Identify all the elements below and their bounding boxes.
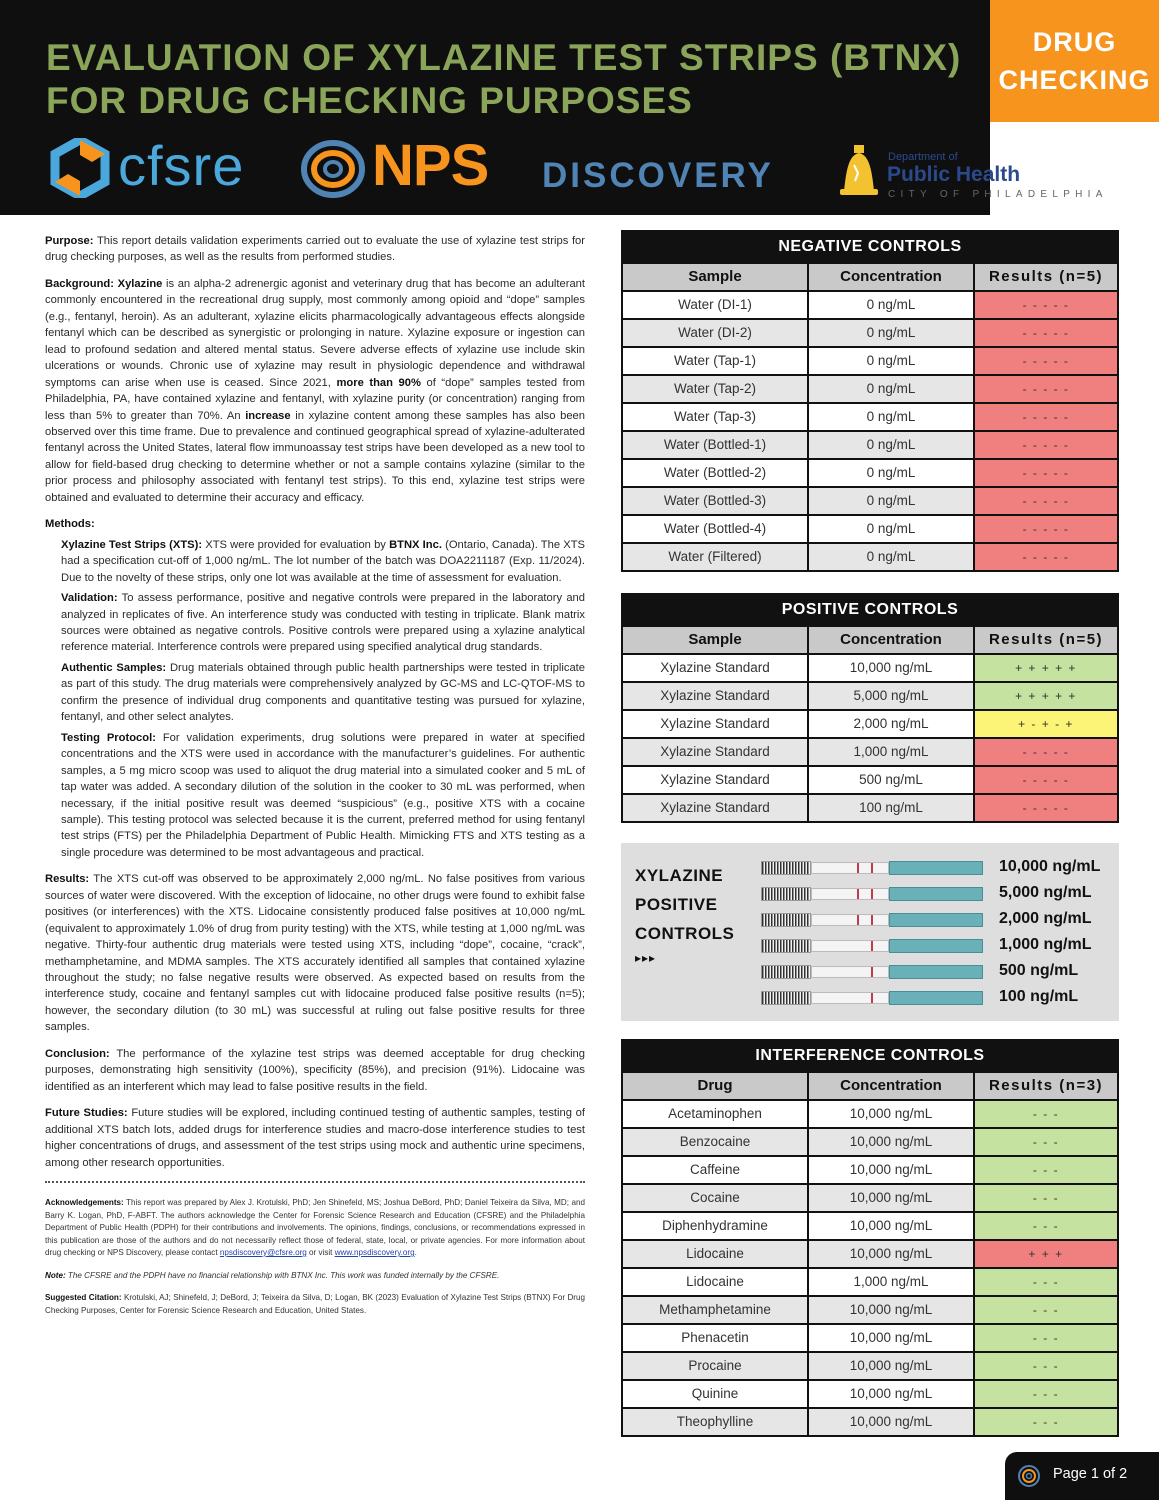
conclusion-paragraph bbox=[45, 1046, 585, 1095]
future-paragraph bbox=[45, 1105, 585, 1171]
cell-sample: Quinine bbox=[623, 1381, 809, 1407]
ph-public-health-label: Public Health bbox=[887, 163, 1021, 186]
cell-concentration: 10,000 ng/mL bbox=[809, 1129, 975, 1155]
table-row bbox=[623, 318, 1117, 346]
cell-sample: Water (Tap-2) bbox=[623, 376, 809, 402]
cell-result: + - + - + bbox=[975, 711, 1117, 737]
citation-paragraph bbox=[45, 1292, 585, 1317]
cell-result: - - - - - bbox=[975, 404, 1117, 430]
test-strip bbox=[761, 913, 983, 927]
cell-sample: Xylazine Standard bbox=[623, 711, 809, 737]
test-strip bbox=[761, 991, 983, 1005]
cell-sample: Water (Tap-1) bbox=[623, 348, 809, 374]
cell-sample: Xylazine Standard bbox=[623, 795, 809, 821]
table-row bbox=[623, 765, 1117, 793]
cell-result: - - - - - bbox=[975, 767, 1117, 793]
positive-controls-title: POSITIVE CONTROLS bbox=[781, 601, 959, 618]
liberty-bell-icon bbox=[834, 143, 884, 201]
results-text: The XTS cut-off was observed to be approximately 2,000 ng/mL. No false positives from various sources of water were discovered. With the exception of lidocaine, no other drugs were found to exhibit false positives (or interferences) with the XTS. Lidocaine consistently produced false positives at 10,000 ng/mL (equivalent to approximately 1.0% of drug from purity testing) with the XTS, while testing at 1,000 ng/mL was negative. Thirty-four authentic drug materials were tested using XTS, including “dope”, cocaine, “crack”, methamphetamine, and MDMA samples. The XTS accurately identified all samples that contained xylazine throughout the study; no false negative results were observed. As expected based on results from the interference study, cocaine and fentanyl samples cut with lidocaine produced false positive results (n=5); however, the secondary dilution (to 30 mL) was successful at ruling out false positive results for three samples. bbox=[45, 873, 585, 1034]
cell-sample: Benzocaine bbox=[623, 1129, 809, 1155]
cell-sample: Water (Bottled-3) bbox=[623, 488, 809, 514]
protocol-paragraph bbox=[45, 730, 585, 862]
cell-result: - - - - - bbox=[975, 795, 1117, 821]
cfsre-logo-text: cfsre bbox=[118, 134, 245, 197]
table-row bbox=[623, 1295, 1117, 1323]
results-label: Results: bbox=[45, 873, 90, 886]
interference-controls-title: INTERFERENCE CONTROLS bbox=[755, 1047, 985, 1064]
cell-concentration: 10,000 ng/mL bbox=[809, 1185, 975, 1211]
cell-result: + + + + + bbox=[975, 655, 1117, 681]
citation-text: Krotulski, AJ; Shinefeld, J; DeBord, J; Teixeira da Silva, D; Logan, BK (2023) Evaluation of Xylazine Test Strips (BTNX) For Drug Checking Purposes, Center for Forensic Science Research and Education, United States. bbox=[45, 1293, 585, 1315]
cell-result: - - - bbox=[975, 1381, 1117, 1407]
header-sample: Sample bbox=[623, 627, 809, 653]
background-bold-2: more than 90% bbox=[336, 376, 421, 389]
xts-text-1: XTS were provided for evaluation by bbox=[202, 538, 390, 551]
validation-text: To assess performance, positive and negative controls were prepared in the laboratory and analyzed in replicates of five. An interference study was conducted with testing in triplicate. Blank matrix sources were obtained as negative controls. Positive controls were prepared using a xylazine analytical reference material. Interference controls were prepared using specified analytical drug standards. bbox=[61, 592, 585, 654]
table-row bbox=[623, 458, 1117, 486]
cell-concentration: 5,000 ng/mL bbox=[809, 683, 975, 709]
table-row bbox=[623, 346, 1117, 374]
cell-result: - - - bbox=[975, 1353, 1117, 1379]
xts-paragraph bbox=[45, 537, 585, 586]
table-header-row bbox=[623, 625, 1117, 653]
purpose-paragraph bbox=[45, 233, 585, 266]
cell-concentration: 10,000 ng/mL bbox=[809, 1213, 975, 1239]
cell-concentration: 1,000 ng/mL bbox=[809, 739, 975, 765]
table-row bbox=[623, 1239, 1117, 1267]
table-row bbox=[623, 374, 1117, 402]
table-row bbox=[623, 1267, 1117, 1295]
negative-controls-table bbox=[621, 230, 1119, 572]
test-strip-photo bbox=[621, 843, 1119, 1021]
cell-concentration: 2,000 ng/mL bbox=[809, 711, 975, 737]
drug-checking-badge bbox=[990, 0, 1159, 122]
strip-concentration-label: 5,000 ng/mL bbox=[999, 884, 1092, 901]
cell-result: + + + + + bbox=[975, 683, 1117, 709]
cell-sample: Procaine bbox=[623, 1353, 809, 1379]
table-row bbox=[623, 402, 1117, 430]
protocol-text: For validation experiments, drug solutions were prepared in water at specified concentrations and the XTS were used in accordance with the manufacturer’s guidelines. For authentic samples, a 5 mg micro scoop was used to aliquot the drug material into a simulated cooker and 5 mL of tap water was added. A secondary dilution of the solution in the cooker to 30 mL was performed, when necessary, if the initial positive result was deemed “suspicious” (e.g., positive XTS with a cocaine sample). This testing protocol was selected because it is the current, preferred method for using fentanyl test strips (FTS) per the Philadelphia Department of Public Health. Mimicking FTS and XTS testing as a single procedure was determined to be most advantageous and practical. bbox=[61, 731, 586, 859]
purpose-text: This report details validation experiments carried out to evaluate the use of xylazine test strips for drug checking purposes, as well as the results from performed studies. bbox=[45, 235, 585, 264]
cell-result: + + + bbox=[975, 1241, 1117, 1267]
table-row bbox=[623, 653, 1117, 681]
cell-sample: Water (Bottled-1) bbox=[623, 432, 809, 458]
validation-label: Validation: bbox=[61, 592, 118, 605]
cell-sample: Water (Filtered) bbox=[623, 544, 809, 570]
acknowledgements-paragraph bbox=[45, 1197, 585, 1260]
cell-result: - - - bbox=[975, 1101, 1117, 1127]
cell-concentration: 10,000 ng/mL bbox=[809, 1381, 975, 1407]
header-results: Results (n=3) bbox=[975, 1073, 1117, 1099]
cell-concentration: 1,000 ng/mL bbox=[809, 1269, 975, 1295]
strip-concentration-label: 500 ng/mL bbox=[999, 962, 1079, 979]
authentic-text: Drug materials obtained through public health partnerships were tested in triplicate as part of this study. The drug materials were comprehensively analyzed by GC-MS and LC-QTOF-MS to confirm the presence of individual drug components and quantitative testing was pursued for xylazine, fentanyl, and other select analytes. bbox=[61, 661, 586, 724]
header-sample: Sample bbox=[623, 264, 809, 290]
background-text-4: in xylazine content among these samples has also been observed over this time frame. Due to prevalence and continued geographical spread of xylazine-adulterated fentanyl across the United States, lateral flow immunoassay test strips have been developed as a new tool to allow for field-based drug checking to determine whether or not a sample contains xylazine (similar to the prior process and philosophy associated with fentanyl test strips). To this end, xylazine test strips were obtained and evaluated to determine their accuracy and efficacy. bbox=[45, 409, 586, 504]
table-row bbox=[623, 290, 1117, 318]
cell-sample: Xylazine Standard bbox=[623, 739, 809, 765]
ph-city-label: CITY OF PHILADELPHIA bbox=[888, 189, 1108, 200]
background-paragraph bbox=[45, 276, 585, 506]
photo-label-line1: XYLAZINE bbox=[635, 866, 724, 885]
table-row bbox=[623, 430, 1117, 458]
future-label: Future Studies: bbox=[45, 1107, 128, 1120]
cell-concentration: 10,000 ng/mL bbox=[809, 1101, 975, 1127]
badge-line2: CHECKING bbox=[998, 65, 1151, 95]
background-text-3: of “dope” samples tested from Philadelphia, PA, have contained xylazine and fentanyl, with xylazine purity (or concentration) ranging from less than 5% to greater than 70%. An bbox=[45, 376, 585, 422]
nps-swirl-icon bbox=[1017, 1464, 1041, 1488]
dotted-divider bbox=[45, 1181, 585, 1183]
purpose-label: Purpose: bbox=[45, 235, 94, 247]
table-row bbox=[623, 1211, 1117, 1239]
note-paragraph bbox=[45, 1270, 585, 1283]
table-row bbox=[623, 1407, 1117, 1435]
strip-concentration-label: 10,000 ng/mL bbox=[999, 858, 1101, 875]
cell-result: - - - bbox=[975, 1213, 1117, 1239]
results-paragraph bbox=[45, 871, 585, 1036]
cell-concentration: 0 ng/mL bbox=[809, 376, 975, 402]
header-results: Results (n=5) bbox=[975, 627, 1117, 653]
ph-department-label: Department of bbox=[888, 151, 958, 163]
cell-result: - - - bbox=[975, 1269, 1117, 1295]
test-strip bbox=[761, 965, 983, 979]
ack-email-link[interactable]: npsdiscovery@cfsre.org bbox=[219, 1248, 307, 1258]
cell-sample: Xylazine Standard bbox=[623, 683, 809, 709]
xts-text-2: (Ontario, Canada). The XTS had a specification cut-off of 1,000 ng/mL. The lot number of the batch was DOA2211187 (Exp. 11/2024). Due to the novelty of these strips, only one lot was available at the time of assessment for evaluation. bbox=[61, 538, 586, 584]
cell-sample: Lidocaine bbox=[623, 1269, 809, 1295]
cell-concentration: 10,000 ng/mL bbox=[809, 1325, 975, 1351]
ack-label: Acknowledgements: bbox=[45, 1198, 124, 1208]
ack-end-text: . bbox=[414, 1248, 417, 1258]
cell-sample: Caffeine bbox=[623, 1157, 809, 1183]
cell-sample: Acetaminophen bbox=[623, 1101, 809, 1127]
table-row bbox=[623, 681, 1117, 709]
cell-result: - - - bbox=[975, 1157, 1117, 1183]
cell-sample: Water (Bottled-2) bbox=[623, 460, 809, 486]
table-row bbox=[623, 1379, 1117, 1407]
cell-concentration: 0 ng/mL bbox=[809, 460, 975, 486]
cell-concentration: 0 ng/mL bbox=[809, 404, 975, 430]
strip-concentration-label: 2,000 ng/mL bbox=[999, 910, 1092, 927]
table-row bbox=[623, 1155, 1117, 1183]
cell-concentration: 10,000 ng/mL bbox=[809, 1157, 975, 1183]
table-row bbox=[623, 1099, 1117, 1127]
cell-sample: Cocaine bbox=[623, 1185, 809, 1211]
protocol-label: Testing Protocol: bbox=[61, 731, 156, 744]
conclusion-label: Conclusion: bbox=[45, 1047, 110, 1060]
cell-sample: Water (DI-1) bbox=[623, 292, 809, 318]
test-strip bbox=[761, 939, 983, 953]
cell-result: - - - - - bbox=[975, 432, 1117, 458]
cell-sample: Water (DI-2) bbox=[623, 320, 809, 346]
arrow-icon: ▸▸▸ bbox=[635, 951, 657, 965]
cell-result: - - - bbox=[975, 1409, 1117, 1435]
cell-result: - - - - - bbox=[975, 460, 1117, 486]
table-row bbox=[623, 737, 1117, 765]
photo-label bbox=[635, 861, 734, 948]
cell-sample: Xylazine Standard bbox=[623, 655, 809, 681]
page-number: Page 1 of 2 bbox=[1053, 1466, 1128, 1482]
cell-concentration: 10,000 ng/mL bbox=[809, 655, 975, 681]
table-header-row bbox=[623, 1071, 1117, 1099]
conclusion-text: The performance of the xylazine test strips was deemed acceptable for drug checking purposes, demonstrating high sensitivity (100%), specificity (85%), and precision (91%). Lidocaine was identified as an interferent which may lead to false positive results in the field. bbox=[45, 1047, 585, 1093]
badge-line1: DRUG bbox=[1032, 27, 1117, 57]
cell-result: - - - bbox=[975, 1185, 1117, 1211]
cell-concentration: 0 ng/mL bbox=[809, 516, 975, 542]
cell-result: - - - - - bbox=[975, 376, 1117, 402]
cell-result: - - - - - bbox=[975, 488, 1117, 514]
validation-paragraph bbox=[45, 590, 585, 656]
photo-label-line3: CONTROLS bbox=[635, 924, 735, 943]
future-text: Future studies will be explored, including continued testing of authentic samples, testing of additional XTS batch lots, added drugs for interference studies and macro-dose interference studies to test higher concentrations of drugs, and assessment of the test strips using mock and authentic urine specimens, among other research opportunities. bbox=[45, 1107, 585, 1169]
table-row bbox=[623, 709, 1117, 737]
cell-concentration: 0 ng/mL bbox=[809, 292, 975, 318]
table-row bbox=[623, 793, 1117, 821]
table-row bbox=[623, 1183, 1117, 1211]
note-text: The CFSRE and the PDPH have no financial relationship with BTNX Inc. This work was funded internally by the CFSRE. bbox=[65, 1270, 500, 1280]
table-header-row bbox=[623, 262, 1117, 290]
cell-sample: Diphenhydramine bbox=[623, 1213, 809, 1239]
title-line2: FOR DRUG CHECKING PURPOSES bbox=[46, 80, 693, 121]
strip-concentration-label: 100 ng/mL bbox=[999, 988, 1079, 1005]
cell-concentration: 0 ng/mL bbox=[809, 544, 975, 570]
positive-controls-table bbox=[621, 593, 1119, 823]
cell-sample: Methamphetamine bbox=[623, 1297, 809, 1323]
cell-sample: Xylazine Standard bbox=[623, 767, 809, 793]
header-concentration: Concentration bbox=[809, 1073, 975, 1099]
cell-concentration: 10,000 ng/mL bbox=[809, 1409, 975, 1435]
ack-website-link[interactable]: www.npsdiscovery.org bbox=[334, 1248, 415, 1258]
cell-result: - - - bbox=[975, 1129, 1117, 1155]
table-row bbox=[623, 1323, 1117, 1351]
background-label: Background: bbox=[45, 277, 114, 290]
table-row bbox=[623, 514, 1117, 542]
table-row bbox=[623, 1127, 1117, 1155]
table-row bbox=[623, 486, 1117, 514]
cell-sample: Water (Bottled-4) bbox=[623, 516, 809, 542]
header-drug: Drug bbox=[623, 1073, 809, 1099]
nps-swirl-icon bbox=[300, 138, 366, 200]
xts-bold-1: BTNX Inc. bbox=[389, 538, 442, 551]
interference-controls-table bbox=[621, 1039, 1119, 1437]
cell-result: - - - - - bbox=[975, 544, 1117, 570]
table-row bbox=[623, 1351, 1117, 1379]
header-concentration: Concentration bbox=[809, 627, 975, 653]
cell-sample: Lidocaine bbox=[623, 1241, 809, 1267]
ack-or-text: or visit bbox=[306, 1248, 335, 1258]
cell-concentration: 10,000 ng/mL bbox=[809, 1353, 975, 1379]
cell-result: - - - - - bbox=[975, 516, 1117, 542]
background-text-2: is an alpha-2 adrenergic agonist and veterinary drug that has become an adulterant commonly encountered in the recreational drug supply, most commonly among opioid and “dope” samples (e.g., fentanyl, heroin). As an adulterant, xylazine elicits pharmacologically advantageous effects alongside fentanyl which can be described as synergistic or prolonging in nature. Xylazine exposure or ingestion can lead to profound sedation and altered mental status. Severe adverse effects of xylazine use include skin ulcerations or wounds. Chronic use of xylazine may result in physiologic dependence and withdrawal symptoms can arise when use is ceased. Since 2021, bbox=[45, 277, 586, 389]
ack-text: This report was prepared by Alex J. Krotulski, PhD; Jen Shinefeld, MS; Joshua DeBord, PhD; Daniel Teixeira da Silva, MD; and Barry K. Logan, PhD, F-ABFT. The authors acknowledge the Center for Forensic Science Research and Education (CFSRE) and the Philadelphia Department of Public Health (PDPH) for their contributions and involvements. The opinions, findings, conclusions, or recommendations expressed in this publication are those of the authors and do not necessarily reflect those of federal, state, local, or private agencies. For more information about drug checking or NPS Discovery, please contact bbox=[45, 1198, 585, 1258]
cell-result: - - - - - bbox=[975, 292, 1117, 318]
test-strip bbox=[761, 887, 983, 901]
background-bold-1: Xylazine bbox=[117, 277, 163, 290]
header-concentration: Concentration bbox=[809, 264, 975, 290]
cell-result: - - - - - bbox=[975, 348, 1117, 374]
header-results: Results (n=5) bbox=[975, 264, 1117, 290]
xts-label: Xylazine Test Strips (XTS): bbox=[61, 538, 203, 551]
cell-concentration: 0 ng/mL bbox=[809, 488, 975, 514]
authentic-label: Authentic Samples: bbox=[61, 661, 167, 674]
note-label: Note: bbox=[45, 1270, 66, 1280]
cell-concentration: 100 ng/mL bbox=[809, 795, 975, 821]
cell-concentration: 0 ng/mL bbox=[809, 320, 975, 346]
citation-label: Suggested Citation: bbox=[45, 1293, 122, 1303]
cell-concentration: 500 ng/mL bbox=[809, 767, 975, 793]
discovery-logo-text: DISCOVERY bbox=[542, 156, 774, 195]
cell-result: - - - bbox=[975, 1297, 1117, 1323]
cell-concentration: 0 ng/mL bbox=[809, 432, 975, 458]
table-row bbox=[623, 542, 1117, 570]
title-line1: EVALUATION OF XYLAZINE TEST STRIPS (BTNX) bbox=[46, 37, 962, 78]
background-bold-3: increase bbox=[245, 409, 291, 422]
cell-sample: Phenacetin bbox=[623, 1325, 809, 1351]
authentic-paragraph bbox=[45, 660, 585, 726]
report-body bbox=[45, 233, 585, 1327]
cell-sample: Water (Tap-3) bbox=[623, 404, 809, 430]
cell-result: - - - bbox=[975, 1325, 1117, 1351]
photo-label-line2: POSITIVE bbox=[635, 895, 718, 914]
negative-controls-title: NEGATIVE CONTROLS bbox=[778, 238, 962, 255]
page-footer bbox=[1005, 1452, 1159, 1500]
strip-concentration-label: 1,000 ng/mL bbox=[999, 936, 1092, 953]
page-title bbox=[46, 36, 976, 122]
cell-concentration: 0 ng/mL bbox=[809, 348, 975, 374]
cell-sample: Theophylline bbox=[623, 1409, 809, 1435]
test-strip bbox=[761, 861, 983, 875]
methods-heading bbox=[45, 516, 585, 532]
cell-concentration: 10,000 ng/mL bbox=[809, 1297, 975, 1323]
cell-result: - - - - - bbox=[975, 739, 1117, 765]
cell-concentration: 10,000 ng/mL bbox=[809, 1241, 975, 1267]
cell-result: - - - - - bbox=[975, 320, 1117, 346]
nps-logo-text: NPS bbox=[372, 133, 489, 198]
methods-label: Methods: bbox=[45, 518, 95, 531]
